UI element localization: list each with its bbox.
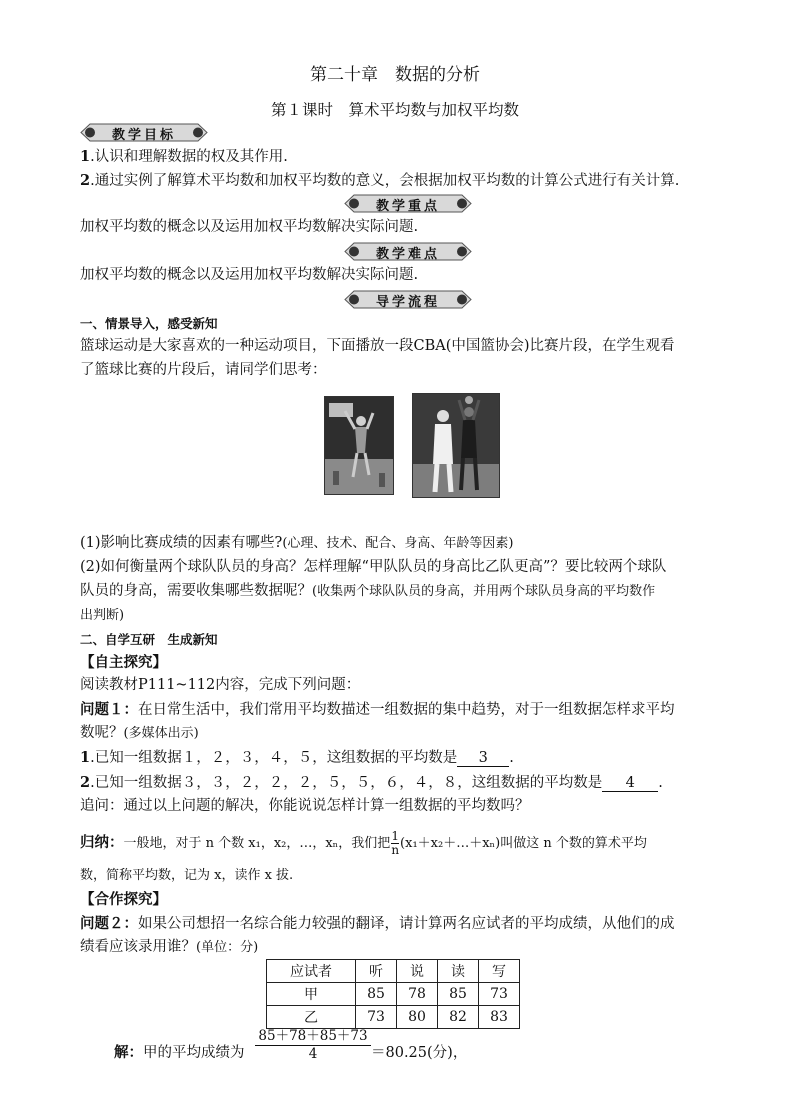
- question-2-line-1: (2)如何衡量两个球队队员的身高？怎样理解“甲队队员的身高比乙队更高”？要比较两个球队: [80, 559, 667, 575]
- fraction-numerator: 85＋78＋85＋73: [255, 1028, 371, 1046]
- read-instruction: 阅读教材P111~112内容，完成下列问题：: [80, 677, 361, 693]
- summary-line-2: 数，简称平均数，记为 x，读作 x 拔.: [80, 868, 294, 883]
- table-row: [267, 1006, 520, 1029]
- jumpshot-image: [413, 394, 499, 497]
- difficulty-text: 加权平均数的概念以及运用加权平均数解决实际问题.: [80, 267, 419, 283]
- item-2: 2.已知一组数据３，３，２，２，２，５，５，６，４，８，这组数据的平均数是 4 .: [80, 774, 663, 791]
- table-header-row: [267, 960, 520, 983]
- banner-difficulty: [344, 242, 472, 261]
- section-heading-1: 一、情景导入，感受新知: [80, 316, 218, 331]
- key-point-text: 加权平均数的概念以及运用加权平均数解决实际问题.: [80, 219, 419, 235]
- question-2-line-2: 队员的身高，需要收集哪些数据呢？(收集两个球队队员的身高，并用两个球队员身高的平均数作: [80, 583, 656, 599]
- self-explore-heading: 【自主探究】: [80, 654, 167, 671]
- fraction-denominator: 4: [308, 1046, 318, 1062]
- problem-2-line-1: 问题２：如果公司想招一名综合能力较强的翻译，请计算两名应试者的平均成绩，从他们的成: [80, 915, 675, 932]
- banner-label: 教学难点: [375, 247, 440, 262]
- lesson-title: 第１课时 算术平均数与加权平均数: [270, 101, 519, 119]
- chapter-title: 第二十章 数据的分析: [310, 65, 480, 85]
- coop-explore-heading: 【合作探究】: [80, 891, 167, 908]
- table-cell: 80: [397, 1006, 438, 1029]
- table-cell: 73: [356, 1006, 397, 1029]
- dunk-image: [325, 397, 393, 494]
- table-header-cell: 写: [479, 960, 520, 983]
- table-header-cell: 听: [356, 960, 397, 983]
- problem-2-line-2: 绩看应该录用谁？(单位：分): [80, 939, 259, 955]
- basketball-photo-2: [412, 393, 500, 498]
- banner-label: 教学目标: [111, 128, 176, 143]
- basketball-photo-1: [324, 396, 394, 495]
- problem-1-line-1: 问题１：在日常生活中，我们常用平均数描述一组数据的集中趋势，对于一组数据怎样求平均: [80, 701, 675, 718]
- summary-fraction: $\frac{1}{n}$: [391, 829, 400, 857]
- banner-label: 教学重点: [375, 199, 440, 214]
- answer-blank-1[interactable]: 3: [457, 750, 509, 767]
- section-heading-2: 二、自学互研 生成新知: [80, 632, 218, 647]
- followup-question: 追问：通过以上问题的解决，你能说说怎样计算一组数据的平均数吗？: [80, 798, 530, 814]
- table-cell: 甲: [267, 983, 356, 1006]
- solution-result: ＝80.25(分)，: [371, 1045, 468, 1061]
- table-header-cell: 应试者: [267, 960, 356, 983]
- table-cell: 82: [438, 1006, 479, 1029]
- item-1: 1.已知一组数据１，２，３，４，５，这组数据的平均数是 3 .: [80, 749, 514, 766]
- table-cell: 85: [356, 983, 397, 1006]
- banner-key-point: [344, 194, 472, 213]
- intro-line-2: 了篮球比赛的片段后，请同学们思考：: [80, 362, 327, 378]
- summary-line-1: 归纳：一般地，对于 n 个数 x₁，x₂，…，xₙ，我们把 $\frac{1}{n}$ (x₁＋x₂＋…＋xₙ)叫做这 n 个数的算术平均: [80, 829, 647, 857]
- table-cell: 73: [479, 983, 520, 1006]
- question-2-line-3: 出判断): [80, 608, 125, 623]
- banner-flow: [344, 290, 472, 309]
- intro-line-1: 篮球运动是大家喜欢的一种运动项目，下面播放一段CBA(中国篮协会)比赛片段，在学生观看: [80, 338, 675, 354]
- banner-label: 导学流程: [375, 295, 440, 310]
- answer-blank-2[interactable]: 4: [602, 775, 658, 792]
- problem-1-line-2: 数呢？(多媒体出示): [80, 725, 199, 741]
- solution-fraction: [255, 1028, 371, 1063]
- table-header-cell: 读: [438, 960, 479, 983]
- table-cell: 83: [479, 1006, 520, 1029]
- table-header-cell: 说: [397, 960, 438, 983]
- table-cell: 78: [397, 983, 438, 1006]
- table-cell: 85: [438, 983, 479, 1006]
- question-1: (1)影响比赛成绩的因素有哪些?(心理、技术、配合、身高、年龄等因素): [80, 535, 514, 551]
- goal-1: 1.认识和理解数据的权及其作用.: [80, 148, 288, 165]
- table-row: [267, 983, 520, 1006]
- goal-2: 2.通过实例了解算术平均数和加权平均数的意义，会根据加权平均数的计算公式进行有关计算.: [80, 172, 680, 189]
- score-table: [266, 959, 520, 1029]
- table-cell: 乙: [267, 1006, 356, 1029]
- solution-intro: 解：甲的平均成绩为: [114, 1044, 245, 1061]
- banner-teaching-goals: [80, 123, 208, 142]
